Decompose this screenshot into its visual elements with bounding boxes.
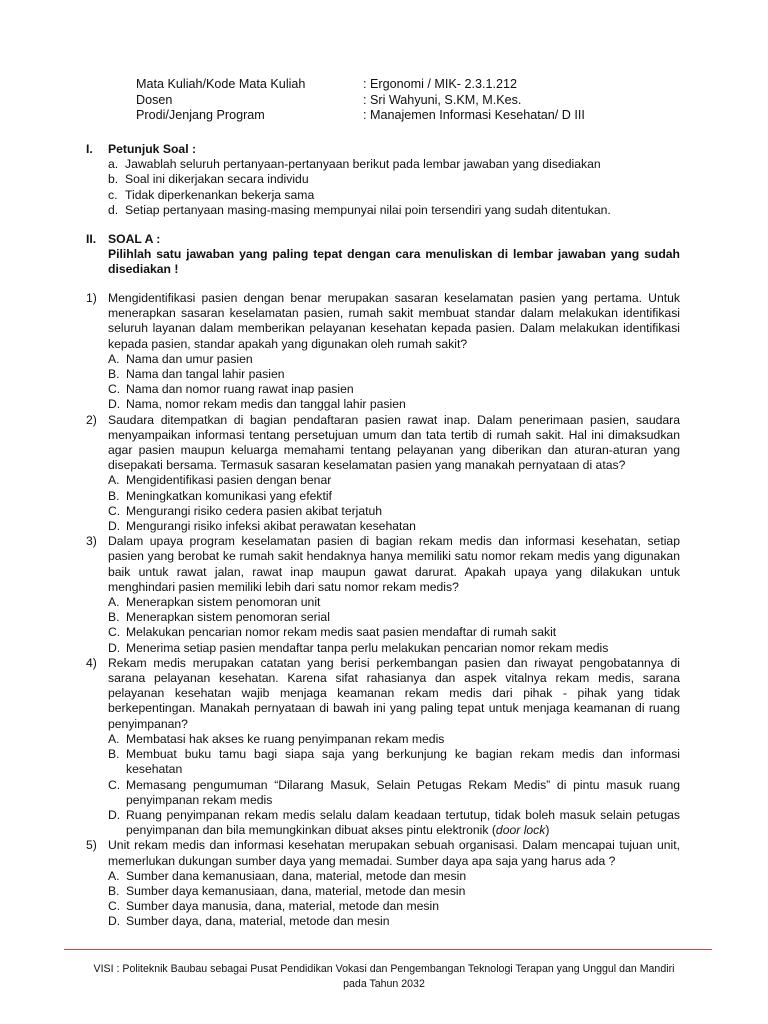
answer-option [108, 504, 680, 519]
header-label: Mata Kuliah/Kode Mata Kuliah [136, 77, 306, 91]
answer-option [108, 382, 680, 397]
option-letter: A. [108, 351, 120, 366]
question-body [108, 838, 680, 929]
question-body [108, 413, 680, 535]
option-text: Menerapkan sistem penomoran serial [126, 610, 330, 625]
answer-option [108, 367, 680, 382]
question-number: 3) [86, 534, 97, 549]
option-letter: B. [108, 488, 120, 503]
question-item [86, 413, 680, 535]
option-letter: D. [108, 397, 121, 412]
option-text: Mengurangi risiko infeksi akibat perawatan kesehatan [126, 519, 416, 534]
answer-option [108, 397, 680, 412]
question-text: Saudara ditempatkan di bagian pendaftaran pasien rawat inap. Dalam penerimaan pasien, saudara menyampaikan informasi tentang persetujuan umum dan tata tertib di rumah sakit. Hal ini dimaksudkan agar pasien maupun keluarga memahami tentang pelayanan yang diberikan dan aturan-aturan yang disepakati bersama. Termasuk sasaran keselamatan pasien yang manakah pernyataan di atas? [108, 412, 680, 473]
question-item [86, 656, 680, 838]
option-text-end: ) [545, 823, 550, 838]
answer-option [108, 747, 680, 777]
header-row-lecturer [136, 93, 696, 109]
option-text [126, 808, 680, 838]
option-text: Meningkatkan komunikasi yang efektif [126, 488, 332, 503]
question-item [86, 291, 680, 413]
option-text: Sumber daya manusia, dana, material, metode dan mesin [126, 899, 439, 914]
question-section [86, 232, 680, 278]
section-number: II. [86, 232, 97, 246]
question-body [108, 656, 680, 838]
option-letter: A. [108, 473, 120, 488]
footer-vision [56, 962, 712, 992]
question-number: 2) [86, 412, 97, 427]
option-letter: D. [108, 640, 121, 655]
option-text: Menerima setiap pasien mendaftar tanpa perlu melakukan pencarian nomor rekam medis [126, 640, 609, 655]
instructions-section [86, 142, 680, 218]
header-row-program [136, 108, 696, 124]
option-text: Sumber dana kemanusiaan, dana, material, metode dan mesin [126, 868, 467, 883]
instruction-item [86, 203, 680, 218]
header-value: : Manajemen Informasi Kesehatan/ D III [363, 108, 585, 123]
header-value: : Sri Wahyuni, S.KM, M.Kes. [363, 92, 522, 107]
option-text: Mengidentifikasi pasien dengan benar [126, 473, 332, 488]
answer-option [108, 489, 680, 504]
question-item [86, 534, 680, 656]
option-text: Memasang pengumuman “Dilarang Masuk, Selain Petugas Rekam Medis” di pintu masuk ruang penyimpanan rekam medis [126, 777, 680, 807]
instruction-item [86, 172, 680, 187]
instruction-item [86, 188, 680, 203]
question-text: Rekam medis merupakan catatan yang berisi perkembangan pasien dan riwayat pengobatannya di sarana pelayanan kesehatan. Karena sifat rahasianya dan aspek vitalnya rekam medis, sarana pelayanan kesehatan wajib menjaga keamanan rekam medis dari pihak - pihak yang tidak berkepentingan. Manakah pernyataan di bawah ini yang paling tepat untuk menjaga keamanan di ruang penyimpanan? [108, 655, 680, 731]
item-text: Soal ini dikerjakan secara individu [125, 172, 309, 187]
option-letter: D. [108, 519, 121, 534]
option-text: Sumber daya kemanusiaan, dana, material, metode dan mesin [126, 883, 466, 898]
answer-option [108, 519, 680, 534]
item-letter: b. [108, 172, 119, 187]
section-heading: SOAL A : [108, 232, 161, 246]
answer-option [108, 899, 680, 914]
answer-option [108, 914, 680, 929]
option-letter: B. [108, 610, 120, 625]
item-text: Jawablah seluruh pertanyaan-pertanyaan berikut pada lembar jawaban yang disediakan [125, 157, 601, 172]
item-text: Setiap pertanyaan masing-masing mempunyai nilai poin tersendiri yang sudah ditentukan. [125, 202, 611, 217]
answer-option [108, 869, 680, 884]
footer-divider [64, 949, 712, 950]
option-letter: D. [108, 807, 121, 822]
option-text: Sumber daya, dana, material, metode dan mesin [126, 914, 390, 929]
answer-option [108, 473, 680, 488]
question-body [108, 291, 680, 413]
option-letter: C. [108, 899, 121, 914]
answer-option [108, 778, 680, 808]
option-text: Melakukan pencarian nomor rekam medis saat pasien mendaftar di rumah sakit [126, 625, 557, 640]
section-heading: Petunjuk Soal : [108, 142, 197, 156]
option-text: Membuat buku tamu bagi siapa saja yang berkunjung ke bagian rekam medis dan informasi kesehatan [126, 747, 680, 777]
section-title [86, 142, 680, 157]
item-text: Tidak diperkenankan bekerja sama [125, 187, 315, 202]
section-instruction: Pilihlah satu jawaban yang paling tepat dengan cara menuliskan di lembar jawaban yang sudah disediakan ! [108, 247, 680, 277]
footer-line: VISI : Politeknik Baubau sebagai Pusat Pendidikan Vokasi dan Pengembangan Teknologi Terapan yang Unggul dan Mandiri [93, 963, 675, 975]
option-text: Nama dan tangal lahir pasien [126, 367, 285, 382]
option-letter: C. [108, 503, 121, 518]
answer-option [108, 884, 680, 899]
question-text: Dalam upaya program keselamatan pasien di bagian rekam medis dan informasi kesehatan, setiap pasien yang berobat ke rumah sakit hendaknya hanya memiliki satu nomor rekam medis yang digunakan baik untuk rawat jalan, rawat inap maupun gawat darurat. Apakah upaya yang dilakukan untuk menghindari pasien memiliki lebih dari satu nomor rekam medis? [108, 534, 680, 594]
option-letter: D. [108, 914, 121, 929]
instruction-item [86, 157, 680, 172]
item-letter: d. [108, 202, 119, 217]
footer-line: pada Tahun 2032 [343, 978, 425, 990]
question-text: Mengidentifikasi pasien dengan benar merupakan sasaran keselamatan pasien yang pertama. Untuk menerapkan sasaran keselamatan pasien, rumah sakit membuat standar dalam melakukan identifikasi seluruh layanan dalam memberikan pelayanan kesehatan kepada pasien. Dalam melakukan identifikasi kepada pasien, standar apakah yang digunakan oleh rumah sakit? [108, 291, 680, 351]
option-letter: B. [108, 747, 120, 762]
option-text-italic: door lock [495, 823, 546, 838]
option-text: Menerapkan sistem penomoran unit [126, 595, 321, 610]
option-text: Membatasi hak akses ke ruang penyimpanan rekam medis [126, 731, 445, 746]
option-text: Nama, nomor rekam medis dan tanggal lahir pasien [126, 397, 406, 412]
option-text: Nama dan nomor ruang rawat inap pasien [126, 382, 354, 397]
answer-option [108, 641, 680, 656]
answer-option [108, 595, 680, 610]
answer-option [108, 352, 680, 367]
question-list [86, 291, 680, 930]
question-item [86, 838, 680, 929]
option-letter: C. [108, 382, 121, 397]
question-number: 5) [86, 838, 97, 853]
answer-option [108, 808, 680, 838]
section-number: I. [86, 142, 93, 156]
option-letter: C. [108, 625, 121, 640]
header-value: : Ergonomi / MIK- 2.3.1.212 [363, 77, 517, 91]
section-title [86, 232, 680, 247]
answer-option [108, 625, 680, 640]
question-text: Unit rekam medis dan informasi kesehatan merupakan sebuah organisasi. Dalam mencapai tujuan unit, memerlukan dukungan sumber daya yang memadai. Sumber daya apa saja yang harus ada ? [108, 838, 680, 868]
item-letter: c. [108, 187, 118, 202]
option-letter: B. [108, 367, 120, 382]
question-number: 4) [86, 655, 97, 670]
option-text: Nama dan umur pasien [126, 351, 253, 366]
answer-option [108, 610, 680, 625]
answer-option [108, 732, 680, 747]
header-label: Prodi/Jenjang Program [136, 108, 265, 123]
course-header [136, 77, 696, 124]
header-row-course [136, 77, 696, 93]
option-letter: C. [108, 777, 121, 792]
header-label: Dosen [136, 92, 173, 107]
question-number: 1) [86, 291, 97, 305]
item-letter: a. [108, 157, 119, 172]
option-letter: A. [108, 731, 120, 746]
option-text-main: Ruang penyimpanan rekam medis selalu dalam keadaan tertutup, tidak boleh masuk selain petugas penyimpanan dan bila memungkinkan dibuat akses pintu elektronik ( [126, 807, 680, 838]
question-body [108, 534, 680, 656]
option-letter: B. [108, 883, 120, 898]
option-letter: A. [108, 595, 120, 610]
option-letter: A. [108, 868, 120, 883]
option-text: Mengurangi risiko cedera pasien akibat terjatuh [126, 503, 383, 518]
